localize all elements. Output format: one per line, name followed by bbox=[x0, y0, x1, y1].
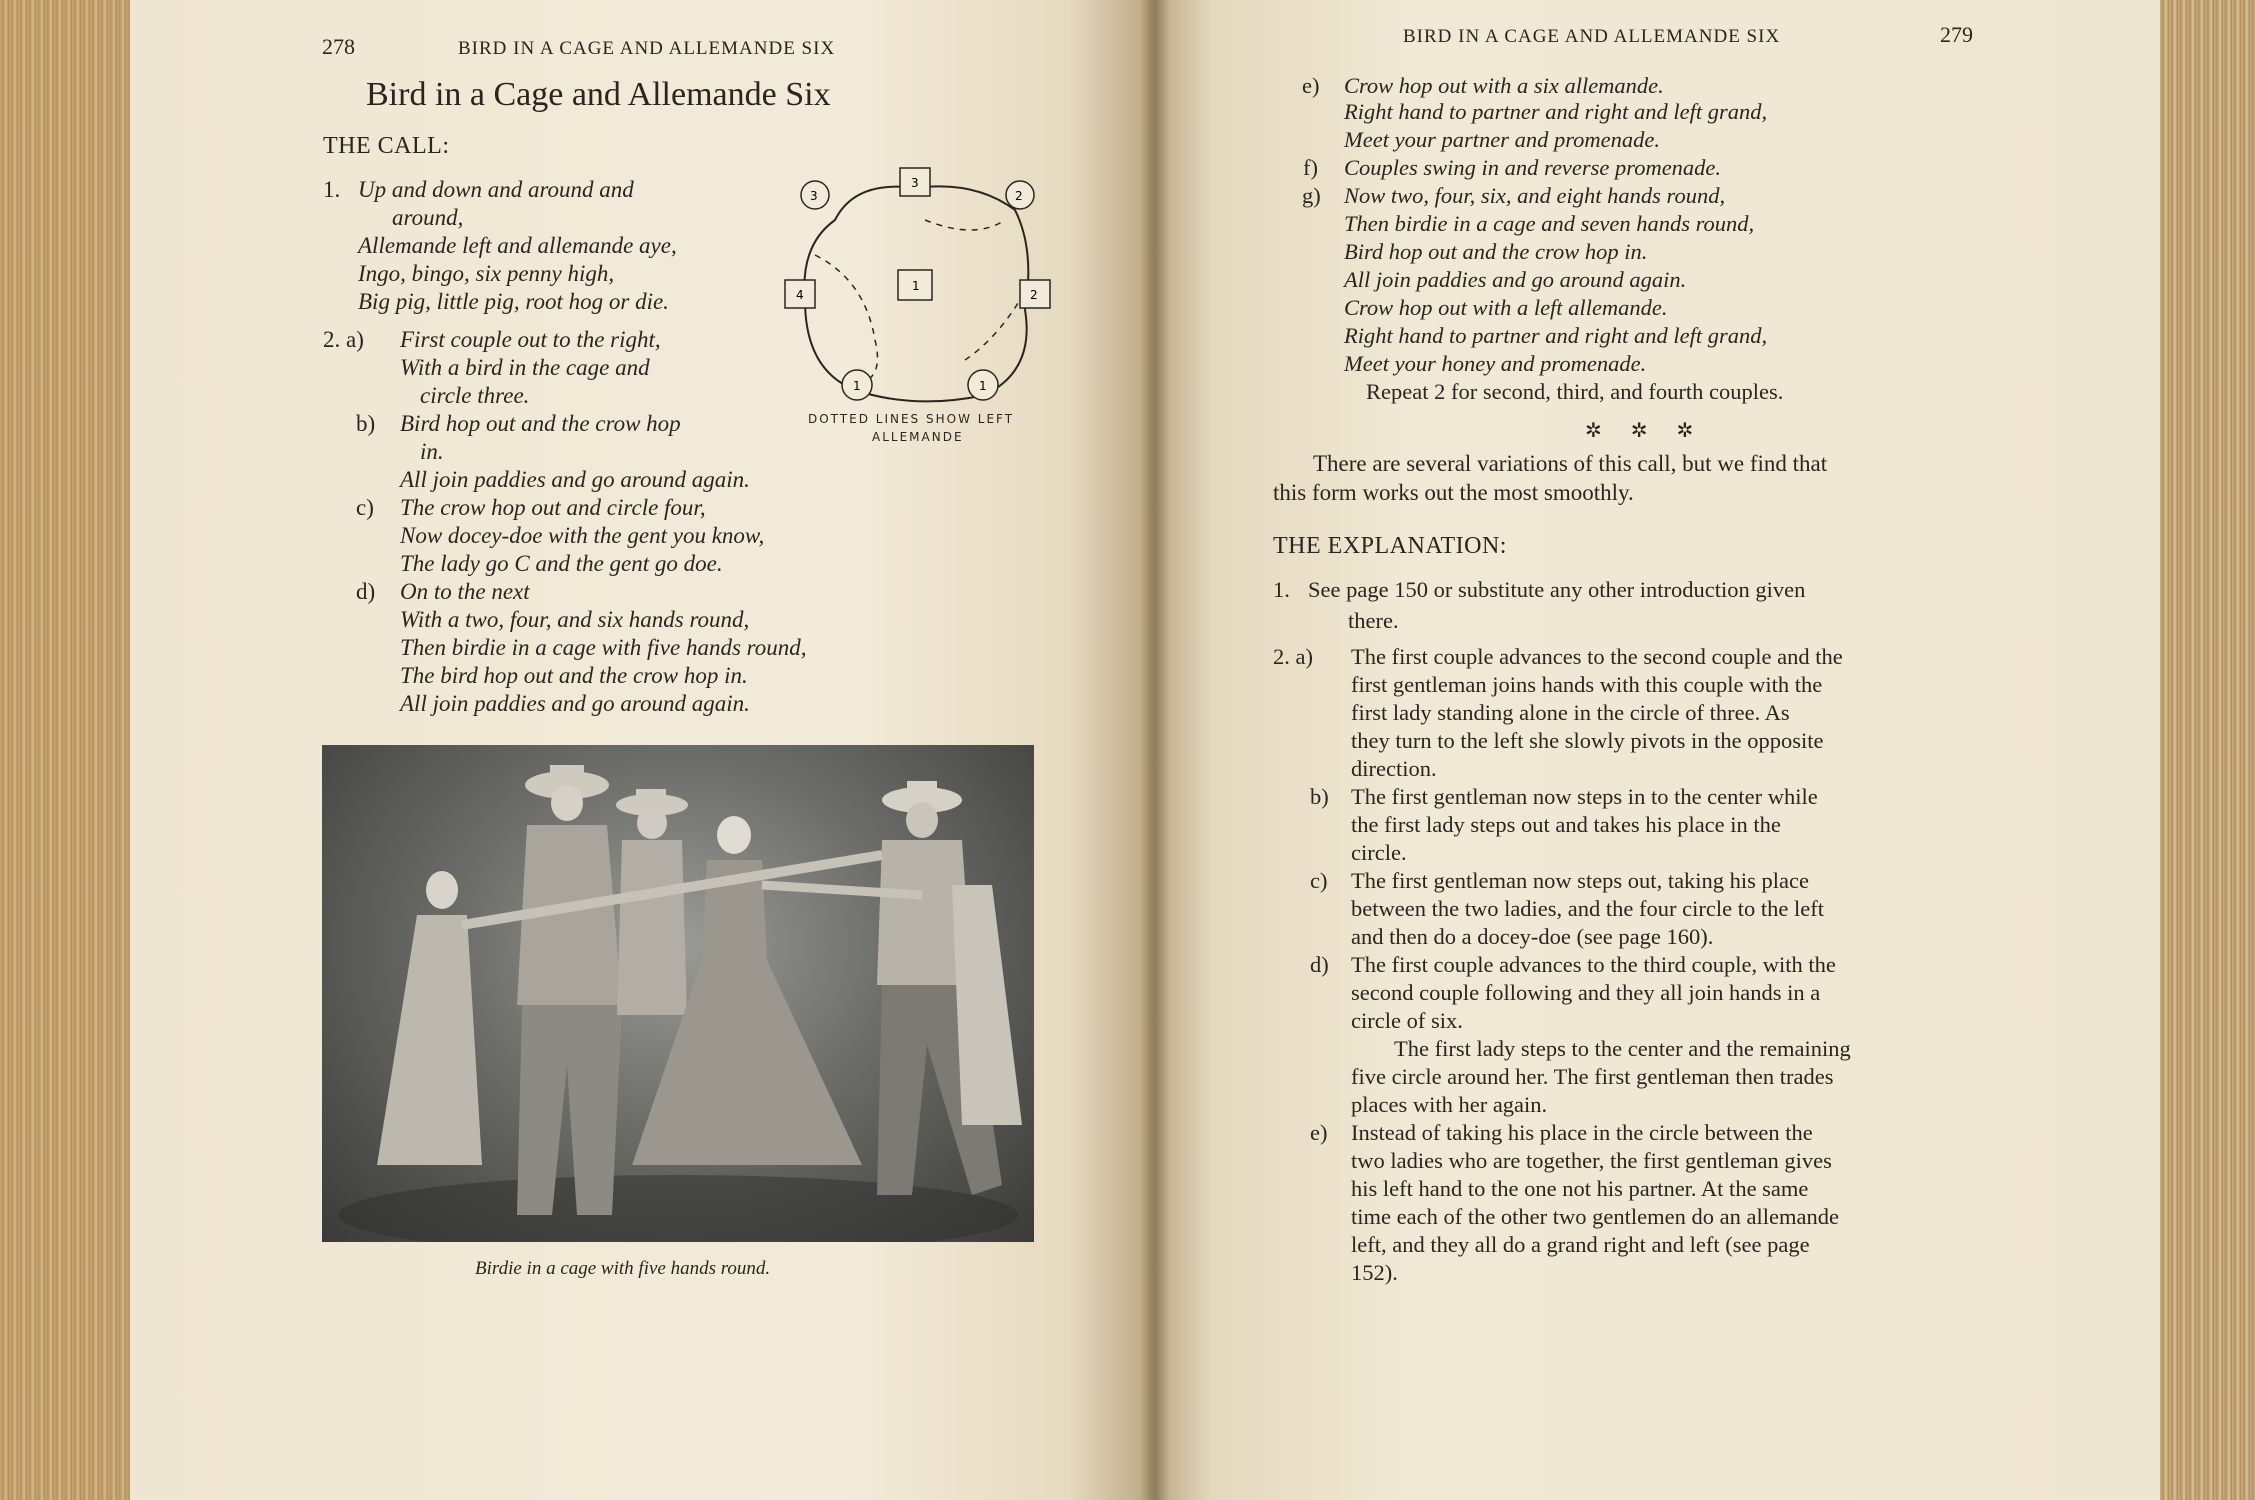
page-title: Bird in a Cage and Allemande Six bbox=[366, 76, 831, 113]
explanation-line: they turn to the left she slowly pivots in the opposite bbox=[1351, 728, 1824, 753]
repeat-note: Repeat 2 for second, third, and fourth couples. bbox=[1366, 379, 1784, 404]
call-line: First couple out to the right, bbox=[400, 327, 661, 352]
explanation-num: e) bbox=[1310, 1120, 1328, 1145]
call-line: Now two, four, six, and eight hands round, bbox=[1344, 183, 1726, 208]
dance-photo bbox=[322, 745, 1034, 1242]
explanation-line: first gentleman joins hands with this couple with the bbox=[1351, 672, 1823, 697]
book-page-edges-right bbox=[2160, 0, 2255, 1500]
diagram-mark: 4 bbox=[796, 288, 804, 302]
dotted-path bbox=[925, 220, 1005, 230]
explanation-line: 152). bbox=[1351, 1260, 1398, 1285]
explanation-line: circle of six. bbox=[1351, 1008, 1463, 1033]
explanation-line: The first couple advances to the third couple, with the bbox=[1351, 952, 1836, 977]
call-line: With a bird in the cage and bbox=[400, 355, 650, 380]
book-gutter bbox=[1140, 0, 1170, 1500]
explanation-line: two ladies who are together, the first gentleman gives bbox=[1351, 1148, 1832, 1173]
diagram-mark: 1 bbox=[853, 379, 861, 393]
diagram-label-line2: ALLEMANDE bbox=[872, 430, 964, 444]
call-line: in. bbox=[420, 439, 444, 464]
explanation-num: c) bbox=[1310, 868, 1328, 893]
call-line: Then birdie in a cage and seven hands round, bbox=[1344, 211, 1755, 236]
call-line: The crow hop out and circle four, bbox=[400, 495, 706, 520]
explanation-line: The first gentleman now steps out, taking his place bbox=[1351, 868, 1810, 893]
explanation-line: second couple following and they all join hands in a bbox=[1351, 980, 1821, 1005]
call-num: e) bbox=[1302, 73, 1320, 98]
call-line: All join paddies and go around again. bbox=[400, 691, 750, 716]
call-line: Couples swing in and reverse promenade. bbox=[1344, 155, 1722, 180]
explanation-line: See page 150 or substitute any other introduction given bbox=[1308, 577, 1806, 602]
explanation-num: d) bbox=[1310, 952, 1329, 977]
call-line: circle three. bbox=[420, 383, 530, 408]
call-num: g) bbox=[1302, 183, 1321, 208]
explanation-num: 2. a) bbox=[1273, 644, 1313, 669]
call-line: With a two, four, and six hands round, bbox=[400, 607, 750, 632]
right-page-number: 279 bbox=[1940, 22, 1973, 47]
diagram-mark: 1 bbox=[979, 379, 987, 393]
explanation-line: Instead of taking his place in the circle between the bbox=[1351, 1120, 1813, 1145]
call-line: Up and down and around and bbox=[358, 177, 634, 202]
call-num: 2. a) bbox=[323, 327, 364, 352]
explanation-line: The first lady steps to the center and the remaining bbox=[1394, 1036, 1851, 1061]
explanation-line: five circle around her. The first gentleman then trades bbox=[1351, 1064, 1834, 1089]
call-num: d) bbox=[356, 579, 376, 604]
call-line: around, bbox=[392, 205, 464, 230]
call-line: On to the next bbox=[400, 579, 530, 604]
call-line: Then birdie in a cage with five hands round, bbox=[400, 635, 807, 660]
call-line: All join paddies and go around again. bbox=[1344, 267, 1687, 292]
ornament-separator: ✲ ✲ ✲ bbox=[1585, 420, 1706, 442]
variations-line: There are several variations of this call, but we find that bbox=[1313, 451, 1828, 476]
explanation-line: circle. bbox=[1351, 840, 1407, 865]
call-line: Meet your partner and promenade. bbox=[1344, 127, 1660, 152]
diagram-mark: 3 bbox=[810, 189, 818, 203]
diagram-mark: 2 bbox=[1015, 189, 1023, 203]
call-line: Bird hop out and the crow hop bbox=[400, 411, 681, 436]
diagram-mark: 3 bbox=[911, 176, 919, 190]
photo-caption: Birdie in a cage with five hands round. bbox=[475, 1258, 771, 1279]
diagram-label-line1: DOTTED LINES SHOW LEFT bbox=[808, 412, 1015, 426]
call-line: Big pig, little pig, root hog or die. bbox=[358, 289, 669, 314]
explanation-line: first lady standing alone in the circle of three. As bbox=[1351, 700, 1790, 725]
explanation-num: 1. bbox=[1273, 577, 1290, 602]
call-line: The lady go C and the gent go doe. bbox=[400, 551, 723, 576]
call-line: Now docey-doe with the gent you know, bbox=[400, 523, 765, 548]
explanation-line: The first couple advances to the second couple and the bbox=[1351, 644, 1843, 669]
call-line: The bird hop out and the crow hop in. bbox=[400, 663, 748, 688]
explanation-heading: THE EXPLANATION: bbox=[1273, 533, 1507, 559]
call-num: c) bbox=[356, 495, 374, 520]
call-line: All join paddies and go around again. bbox=[400, 467, 750, 492]
call-heading: THE CALL: bbox=[323, 133, 450, 159]
dotted-path bbox=[815, 255, 878, 385]
explanation-line: places with her again. bbox=[1351, 1092, 1548, 1117]
call-line: Allemande left and allemande aye, bbox=[358, 233, 677, 258]
call-line: Crow hop out with a six allemande. bbox=[1344, 73, 1664, 98]
call-line: Right hand to partner and right and left grand, bbox=[1344, 323, 1768, 348]
diagram-mark: 1 bbox=[912, 279, 920, 293]
explanation-line: The first gentleman now steps in to the center while bbox=[1351, 784, 1818, 809]
dancers-illustration bbox=[322, 745, 1034, 1242]
call-line: Bird hop out and the crow hop in. bbox=[1344, 239, 1648, 264]
right-running-head: BIRD IN A CAGE AND ALLEMANDE SIX bbox=[1403, 26, 1781, 47]
left-page-number: 278 bbox=[322, 34, 355, 59]
dance-formation-diagram bbox=[775, 160, 1055, 420]
explanation-line: left, and they all do a grand right and left (see page bbox=[1351, 1232, 1810, 1257]
diagram-mark: 2 bbox=[1030, 288, 1038, 302]
call-line: Right hand to partner and right and left grand, bbox=[1344, 99, 1768, 124]
book-page-edges-left bbox=[0, 0, 150, 1500]
explanation-line: the first lady steps out and takes his place in the bbox=[1351, 812, 1781, 837]
explanation-line: his left hand to the one not his partner. At the same bbox=[1351, 1176, 1809, 1201]
call-line: Meet your honey and promenade. bbox=[1344, 351, 1647, 376]
variations-line: this form works out the most smoothly. bbox=[1273, 480, 1634, 505]
call-num: f) bbox=[1303, 155, 1318, 180]
explanation-line: time each of the other two gentlemen do an allemande bbox=[1351, 1204, 1839, 1229]
call-line: Ingo, bingo, six penny high, bbox=[358, 261, 615, 286]
left-running-head: BIRD IN A CAGE AND ALLEMANDE SIX bbox=[458, 38, 836, 59]
call-line: Crow hop out with a left allemande. bbox=[1344, 295, 1668, 320]
call-num: 1. bbox=[323, 177, 341, 202]
call-num: b) bbox=[356, 411, 376, 436]
explanation-line: there. bbox=[1348, 608, 1399, 633]
explanation-line: direction. bbox=[1351, 756, 1437, 781]
explanation-num: b) bbox=[1310, 784, 1329, 809]
explanation-line: between the two ladies, and the four circle to the left bbox=[1351, 896, 1824, 921]
dotted-path bbox=[965, 300, 1020, 360]
explanation-line: and then do a docey-doe (see page 160). bbox=[1351, 924, 1714, 949]
